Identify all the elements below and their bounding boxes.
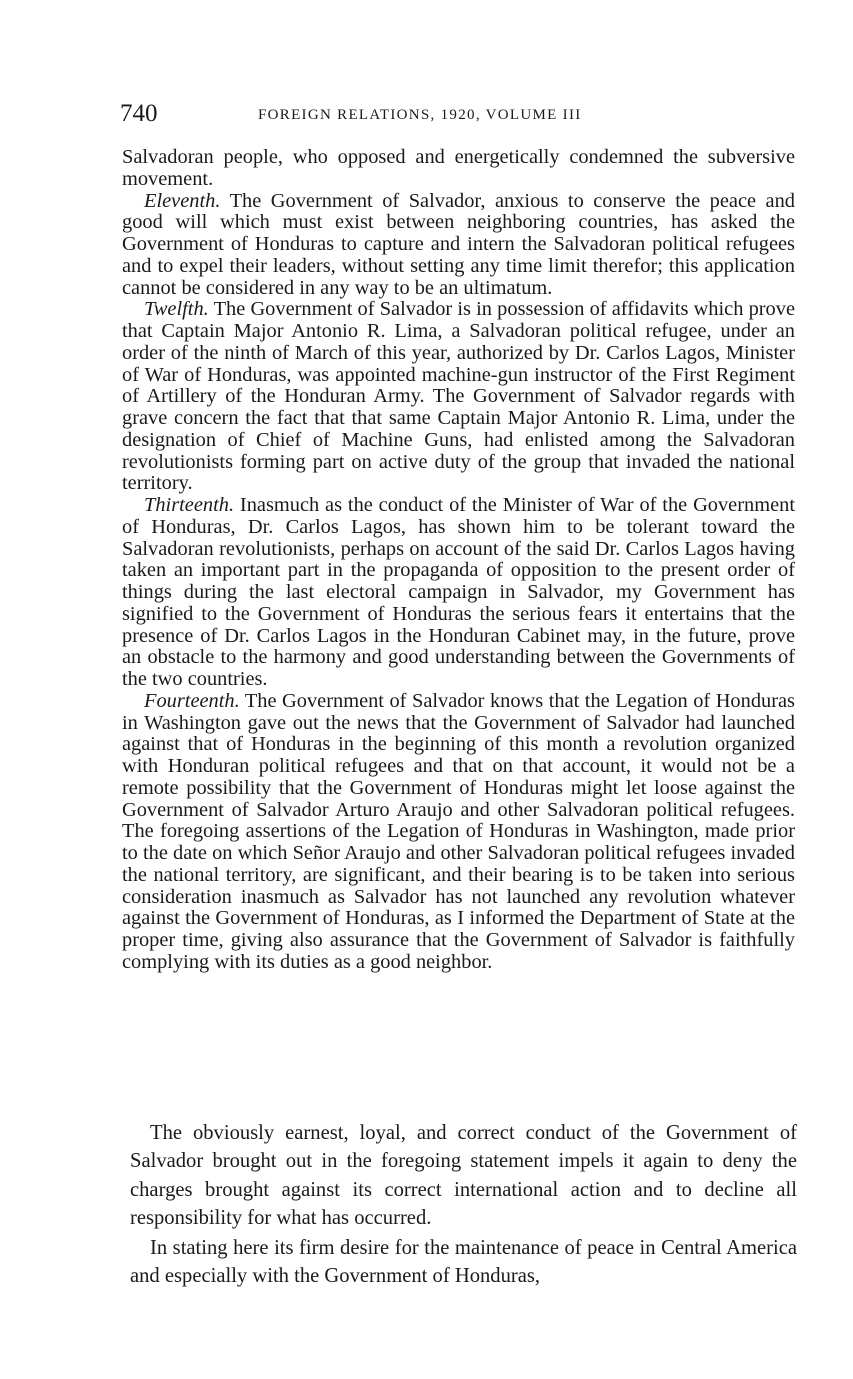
- point-ordinal: Eleventh.: [144, 189, 221, 212]
- point-text: The Government of Salvador is in possession of affidavits which prove that Captain Major Antonio R. Lima, a Salvadoran political refugee, under an order of the ninth of March of this year, authorized by Dr. Carlos Lagos, Minister of War of Honduras, was appointed machine-gun instructor of the First Regiment of Artillery of the Honduran Army. The Government of Salvador regards with grave concern the fact that that same Captain Major Antonio R. Lima, under the designation of Chief of Machine Guns, had enlisted among the Salvadoran revolutionists forming part on active duty of the group that invaded the national territory.: [122, 298, 795, 495]
- intro-paragraph: Salvadoran people, who opposed and energetically condemned the subversive movement.: [122, 146, 795, 190]
- running-head: FOREIGN RELATIONS, 1920, VOLUME III: [258, 107, 582, 123]
- point-thirteenth: [122, 495, 795, 691]
- closing-section: [130, 1119, 797, 1290]
- point-fourteenth: [122, 691, 795, 974]
- point-twelfth: [122, 299, 795, 495]
- point-text: Inasmuch as the conduct of the Minister of War of the Government of Honduras, Dr. Carlos Lagos, has shown him to be tolerant toward the Salvadoran revolutionists, perhaps on account of the said Dr. Carlos Lagos having taken an important part in the propaganda of opposition to the present order of things during the last electoral campaign in Salvador, my Government has signified to the Government of Honduras the serious fears it entertains that the presence of Dr. Carlos Lagos in the Honduran Cabinet may, in the future, prove an obstacle to the harmony and good understanding between the Governments of the two countries.: [122, 494, 795, 690]
- point-eleventh: [122, 191, 795, 300]
- point-ordinal: Fourteenth.: [144, 689, 240, 712]
- point-text: The Government of Salvador knows that the Legation of Honduras in Washington gave out the news that the Government of Salvador had launched against that of Honduras in the beginning of this month a revolution organized with Honduran political refugees and that on that account, it would not be a remote possibility that the Government of Honduras might let loose against the Government of Salvador Arturo Araujo and other Salvadoran political refugees. The foregoing assertions of the Legation of Honduras in Washington, made prior to the date on which Señor Araujo and other Salvadoran political refugees invaded the national territory, are significant, and their bearing is to be taken into serious consideration inasmuch as Salvador has not launched any revolution whatever against the Government of Honduras, as I informed the Department of State at the proper time, giving also assurance that the Government of Salvador is faithfully complying with its duties as a good neighbor.: [122, 689, 795, 973]
- page-number: 740: [120, 100, 158, 127]
- page-header: [120, 98, 796, 132]
- closing-paragraph: In stating here its firm desire for the maintenance of peace in Central America and especially with the Government of Honduras,: [130, 1236, 797, 1288]
- point-text: The Government of Salvador, anxious to conserve the peace and good will which must exist between neighboring countries, has asked the Government of Honduras to capture and intern the Salvadoran political refugees and to expel their leaders, without setting any time limit therefor; this application cannot be considered in any way to be an ultimatum.: [122, 189, 795, 299]
- point-ordinal: Twelfth.: [144, 298, 209, 321]
- point-ordinal: Thirteenth.: [144, 494, 235, 516]
- quoted-statement: [122, 147, 795, 974]
- closing-paragraph: The obviously earnest, loyal, and correct conduct of the Government of Salvador brought out in the foregoing statement impels it again to deny the charges brought against its correct international action and to decline all responsibility for what has occurred.: [130, 1122, 797, 1230]
